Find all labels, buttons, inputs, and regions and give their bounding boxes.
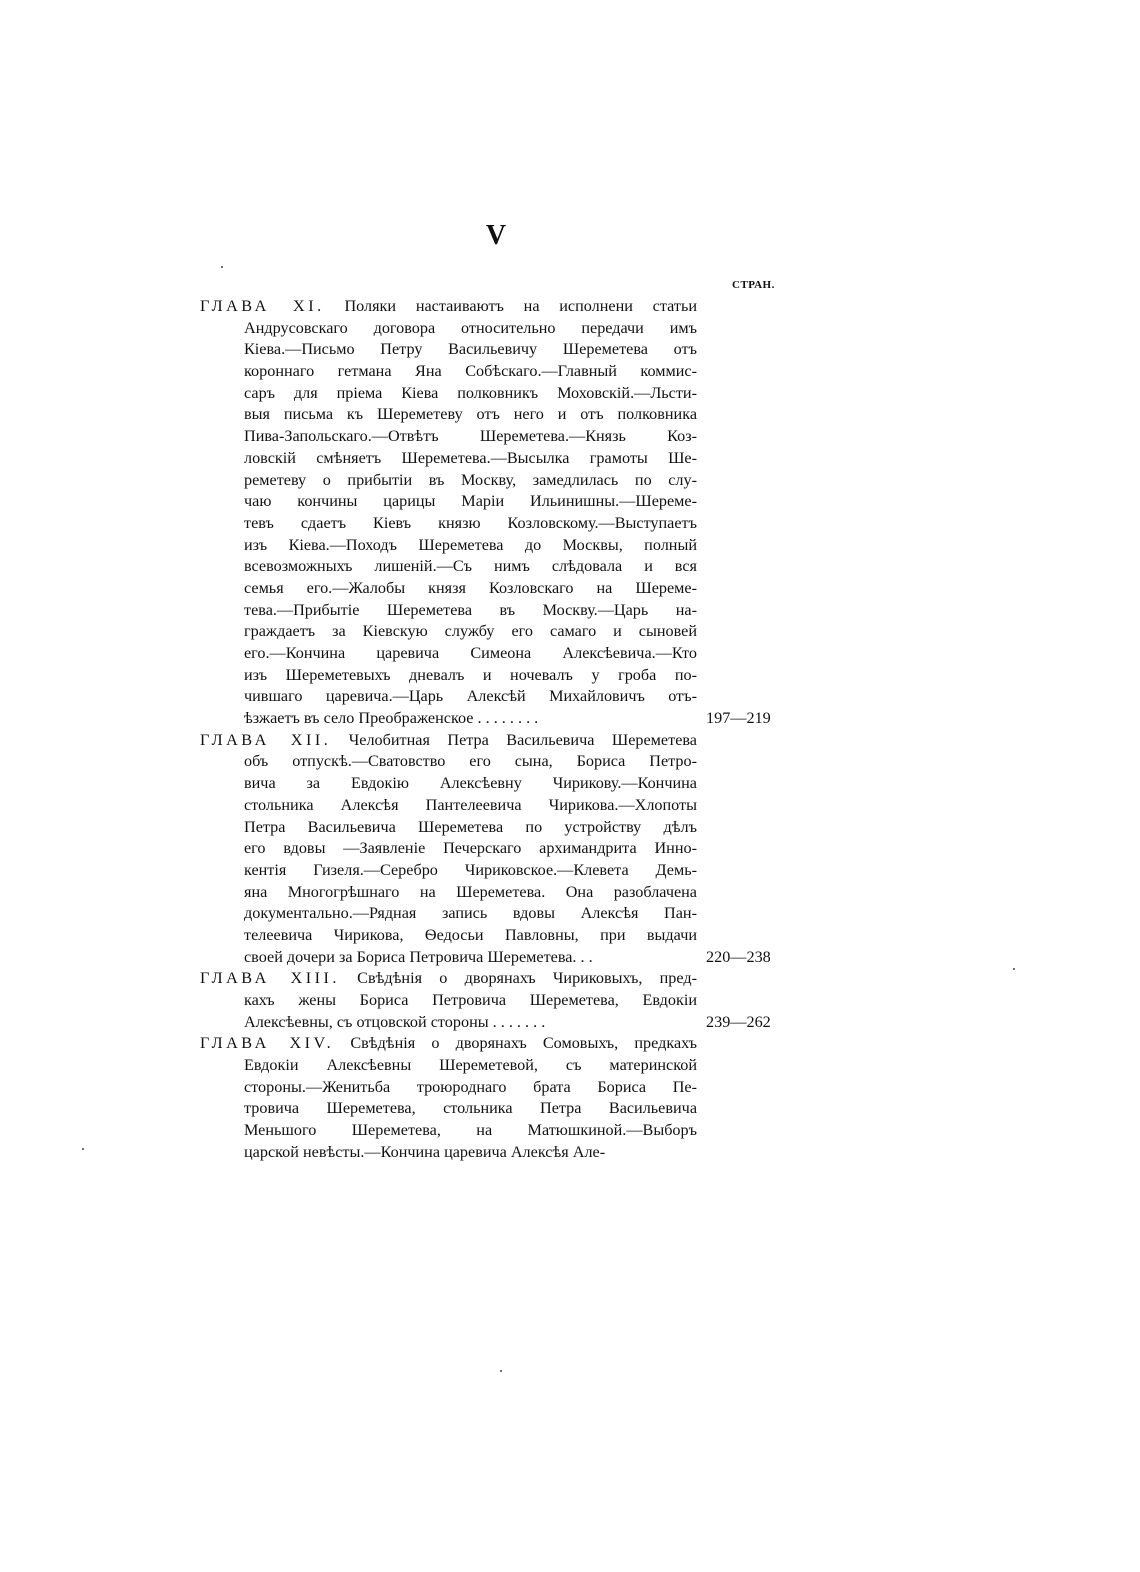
toc-line [200, 730, 800, 752]
column-header: СТРАН. [732, 279, 775, 291]
toc-line-text: тева.—Прибытіе Шереметева въ Москву.—Царь на- [244, 600, 697, 619]
toc-line-text: Челобитная Петра Васильевича Шереметева [348, 730, 697, 749]
toc-line-text: яна Многогрѣшнаго на Шереметева. Она разоблачена [244, 882, 697, 901]
scan-speck [1013, 968, 1015, 970]
toc-line-text: тровича Шереметева, стольника Петра Васильевича [244, 1099, 697, 1118]
toc-entry [200, 730, 800, 969]
toc-line-text: вича за Евдокію Алексѣевну Чирикову.—Кончина [244, 774, 697, 793]
toc-line [200, 1077, 800, 1099]
chapter-label: ГЛАВА XIII. [200, 969, 340, 988]
toc-line-text: короннаго гетмана Яна Собѣскаго.—Главный коммис- [244, 362, 697, 381]
toc-line-text: семья его.—Жалобы князя Козловскаго на Шереме- [244, 578, 697, 597]
toc-line [200, 751, 800, 773]
toc-line [200, 296, 800, 318]
toc-line-text: Свѣдѣнія о дворянахъ Сомовыхъ, предкахъ [350, 1034, 697, 1053]
toc-line [200, 383, 800, 405]
scan-speck [221, 266, 223, 268]
toc-line [200, 556, 800, 578]
toc-line-text: царской невѣсты.—Кончина царевича Алексѣя Але- [244, 1142, 606, 1161]
toc-line-text: саръ для пріема Кіева полковникъ Моховскій.—Льсти- [244, 383, 697, 402]
scan-speck [500, 1370, 502, 1372]
page-range: 220—238 [706, 947, 771, 966]
toc-line [200, 643, 800, 665]
toc-line-text: Кіева.—Письмо Петру Васильевичу Шереметева отъ [244, 340, 697, 359]
toc-line [200, 470, 800, 492]
chapter-label: ГЛАВА XI. [200, 297, 325, 315]
toc-entry [200, 296, 800, 730]
toc-line [200, 318, 800, 340]
toc-line-text: телеевича Чирикова, Ѳедосьи Павловны, при выдачи [244, 925, 697, 944]
toc-line-text: кентія Гизеля.—Серебро Чириковское.—Клевета Демь- [244, 860, 697, 879]
toc-line-text: Андрусовскаго договора относительно передачи имъ [244, 318, 697, 337]
toc-line-text: кахъ жены Бориса Петровича Шереметева, Евдокіи [244, 991, 697, 1009]
toc-line-text: Петра Васильевича Шереметева по устройству дѣлъ [244, 817, 697, 836]
toc-line-text: всевозможныхъ лишеній.—Съ нимъ слѣдовала и вся [244, 557, 697, 576]
toc-line [200, 773, 800, 795]
toc-line [200, 1055, 800, 1077]
toc-line-text: выя письма къ Шереметеву отъ него и отъ полковника [244, 405, 697, 424]
toc-line [200, 339, 800, 361]
toc-line [200, 448, 800, 470]
toc-line-text: стольника Алексѣя Пантелеевича Чирикова.—Хлопоты [244, 795, 697, 814]
toc-line [200, 535, 800, 557]
chapter-label: ГЛАВА XII. [200, 730, 332, 749]
toc-line [200, 600, 800, 622]
toc-line [200, 1012, 800, 1034]
table-of-contents [200, 296, 800, 1164]
toc-line-text: тевъ сдаетъ Кіевъ князю Козловскому.—Выступаетъ [244, 513, 697, 532]
toc-line-text: изъ Кіева.—Походъ Шереметева до Москвы, полный [244, 535, 697, 554]
toc-line-text: чившаго царевича.—Царь Алексѣй Михайловичъ отъ- [244, 687, 697, 706]
toc-line [200, 621, 800, 643]
toc-line [200, 1142, 800, 1164]
toc-line-text: ѣзжаетъ въ село Преображенское . . . . . . . . [244, 709, 539, 728]
toc-line-text: документально.—Рядная запись вдовы Алексѣя Пан- [244, 904, 697, 923]
toc-line [200, 860, 800, 882]
toc-line-text: Меньшого Шереметева, на Матюшкиной.—Выборъ [244, 1121, 697, 1140]
toc-line [200, 578, 800, 600]
toc-line [200, 990, 800, 1012]
toc-line [200, 817, 800, 839]
toc-line-text: изъ Шереметевыхъ дневалъ и ночевалъ у гроба по- [244, 665, 697, 684]
toc-line [200, 1098, 800, 1120]
chapter-label: ГЛАВА XIV. [200, 1034, 335, 1053]
toc-line-text: стороны.—Женитьба троюроднаго брата Бориса Пе- [244, 1077, 697, 1096]
toc-line-text: Алексѣевны, съ отцовской стороны . . . . . . . [244, 1012, 546, 1031]
toc-line [200, 882, 800, 904]
toc-line-text: чаю кончины царицы Маріи Ильинишны.—Шереме- [244, 492, 697, 511]
toc-line-text: его вдовы —Заявленіе Печерскаго архимандрита Инно- [244, 839, 697, 858]
toc-line [200, 686, 800, 708]
toc-line-text: граждаетъ за Кіевскую службу его самаго и сыновей [244, 622, 697, 641]
toc-line [200, 665, 800, 687]
toc-line [200, 1033, 800, 1055]
toc-line-text: его.—Кончина царевича Симеона Алексѣевича.—Кто [244, 644, 697, 662]
toc-line-text: объ отпускѣ.—Сватовство его сына, Бориса Петро- [244, 752, 697, 771]
toc-line [200, 795, 800, 817]
toc-line [200, 426, 800, 448]
toc-line [200, 925, 800, 947]
toc-entry [200, 968, 800, 1033]
toc-line [200, 361, 800, 383]
page-range: 239—262 [706, 1012, 771, 1031]
toc-line-text: ловскій смѣняетъ Шереметева.—Высылка грамоты Ше- [244, 448, 697, 467]
page-number: V [485, 220, 507, 251]
toc-line-text: реметеву о прибытіи въ Москву, замедлилась по слу- [244, 470, 697, 489]
toc-line-text: Евдокіи Алексѣевны Шереметевой, съ материнской [244, 1056, 697, 1075]
toc-line [200, 513, 800, 535]
toc-line-text: Поляки настаиваютъ на исполнени статьи [344, 297, 698, 315]
toc-line-text: Свѣдѣнія о дворянахъ Чириковыхъ, пред- [357, 969, 697, 988]
scan-speck [82, 1148, 84, 1150]
page-range: 197—219 [706, 709, 771, 728]
toc-line [200, 708, 800, 730]
toc-line-text: своей дочери за Бориса Петровича Шереметева. . . [244, 947, 593, 966]
toc-line [200, 903, 800, 925]
toc-entry [200, 1033, 800, 1163]
toc-line [200, 1120, 800, 1142]
toc-line [200, 491, 800, 513]
toc-line-text: Пива-Запольскаго.—Отвѣтъ Шереметева.—Князь Коз- [244, 427, 697, 446]
toc-line [200, 947, 800, 969]
toc-line [200, 968, 800, 990]
toc-line [200, 838, 800, 860]
toc-line [200, 404, 800, 426]
